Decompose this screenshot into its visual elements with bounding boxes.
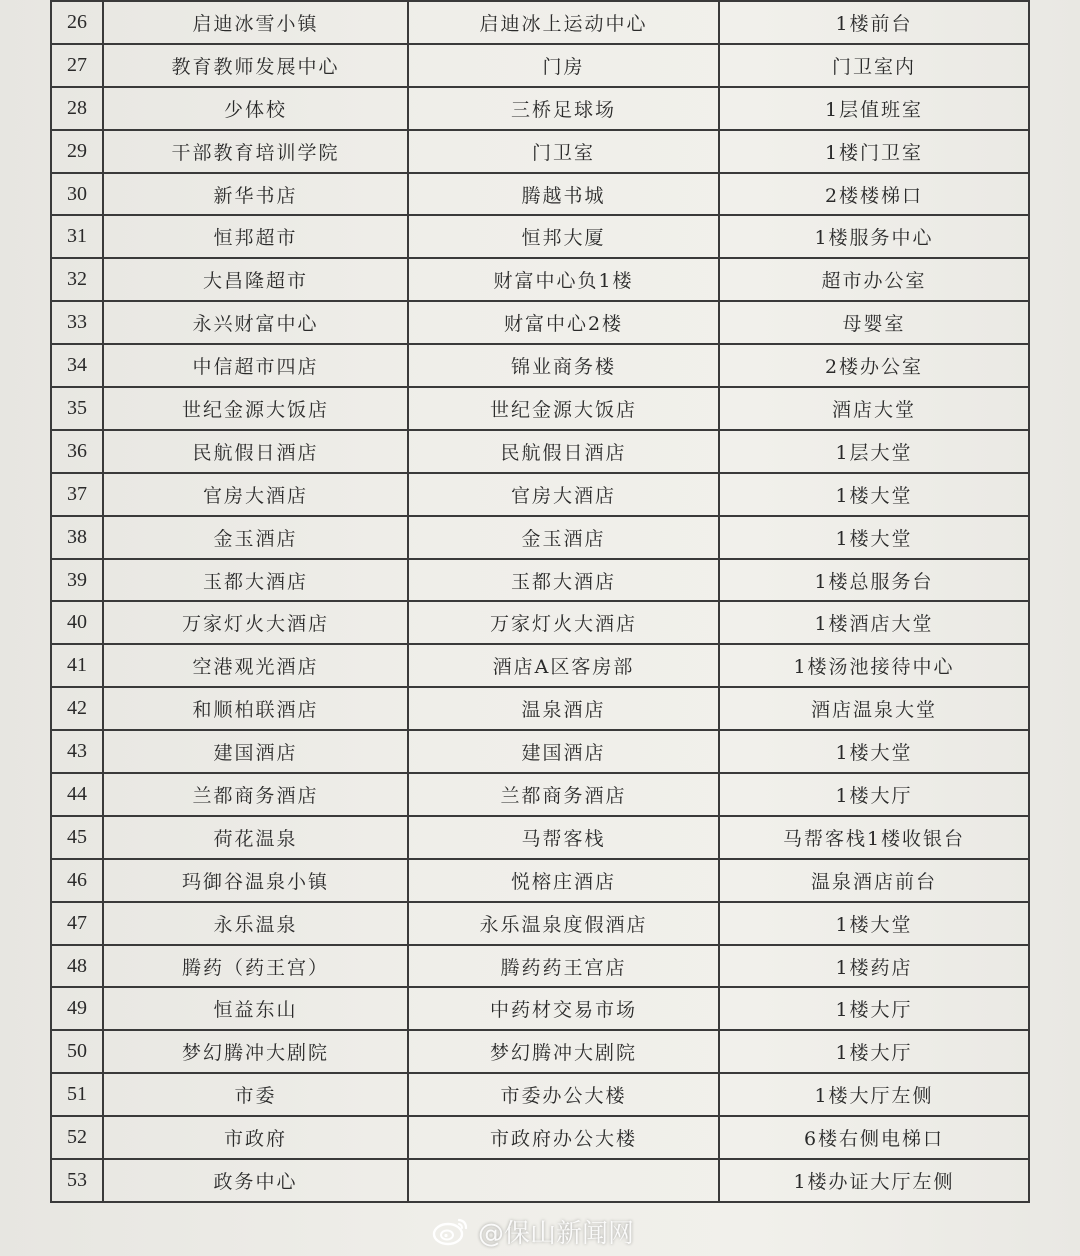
placement-location: 马帮客栈 bbox=[408, 816, 719, 859]
placement-location: 温泉酒店 bbox=[408, 687, 719, 730]
row-number: 47 bbox=[51, 902, 103, 945]
placement-location: 启迪冰上运动中心 bbox=[408, 1, 719, 44]
placement-location: 门卫室 bbox=[408, 130, 719, 173]
row-number: 30 bbox=[51, 173, 103, 216]
placement-location: 恒邦大厦 bbox=[408, 215, 719, 258]
unit-name: 金玉酒店 bbox=[103, 516, 408, 559]
unit-name: 腾药（药王宫） bbox=[103, 945, 408, 988]
placement-location: 悦榕庄酒店 bbox=[408, 859, 719, 902]
placement-spot: 1楼药店 bbox=[719, 945, 1029, 988]
unit-name: 启迪冰雪小镇 bbox=[103, 1, 408, 44]
unit-name: 市委 bbox=[103, 1073, 408, 1116]
unit-name: 空港观光酒店 bbox=[103, 644, 408, 687]
placement-location: 官房大酒店 bbox=[408, 473, 719, 516]
table-row bbox=[51, 344, 1029, 387]
row-number: 44 bbox=[51, 773, 103, 816]
table-body bbox=[51, 1, 1029, 1202]
placement-spot: 2楼办公室 bbox=[719, 344, 1029, 387]
placement-spot: 超市办公室 bbox=[719, 258, 1029, 301]
weibo-logo-icon bbox=[432, 1216, 470, 1246]
placement-spot: 1楼大厅 bbox=[719, 1030, 1029, 1073]
placement-location: 酒店A区客房部 bbox=[408, 644, 719, 687]
unit-name: 政务中心 bbox=[103, 1159, 408, 1202]
unit-name: 世纪金源大饭店 bbox=[103, 387, 408, 430]
row-number: 29 bbox=[51, 130, 103, 173]
placement-spot: 1楼大堂 bbox=[719, 730, 1029, 773]
table-row bbox=[51, 816, 1029, 859]
row-number: 26 bbox=[51, 1, 103, 44]
table-row bbox=[51, 730, 1029, 773]
table-container bbox=[50, 0, 1028, 1203]
placement-spot: 1楼大厅 bbox=[719, 773, 1029, 816]
placement-location: 玉都大酒店 bbox=[408, 559, 719, 602]
unit-name: 建国酒店 bbox=[103, 730, 408, 773]
table-row bbox=[51, 173, 1029, 216]
table-row bbox=[51, 559, 1029, 602]
placement-location: 世纪金源大饭店 bbox=[408, 387, 719, 430]
placement-location: 梦幻腾冲大剧院 bbox=[408, 1030, 719, 1073]
table-row bbox=[51, 87, 1029, 130]
row-number: 46 bbox=[51, 859, 103, 902]
table-row bbox=[51, 601, 1029, 644]
row-number: 27 bbox=[51, 44, 103, 87]
unit-name: 民航假日酒店 bbox=[103, 430, 408, 473]
placement-spot: 1楼大堂 bbox=[719, 473, 1029, 516]
table-row bbox=[51, 1030, 1029, 1073]
row-number: 43 bbox=[51, 730, 103, 773]
placement-location: 财富中心负1楼 bbox=[408, 258, 719, 301]
table-row bbox=[51, 1159, 1029, 1202]
placement-spot: 酒店温泉大堂 bbox=[719, 687, 1029, 730]
row-number: 49 bbox=[51, 987, 103, 1030]
placement-spot: 1楼总服务台 bbox=[719, 559, 1029, 602]
placement-spot: 1楼大厅 bbox=[719, 987, 1029, 1030]
unit-name: 教育教师发展中心 bbox=[103, 44, 408, 87]
table-row bbox=[51, 258, 1029, 301]
unit-name: 干部教育培训学院 bbox=[103, 130, 408, 173]
table-row bbox=[51, 130, 1029, 173]
placement-location: 锦业商务楼 bbox=[408, 344, 719, 387]
row-number: 39 bbox=[51, 559, 103, 602]
row-number: 48 bbox=[51, 945, 103, 988]
row-number: 38 bbox=[51, 516, 103, 559]
table-row bbox=[51, 1116, 1029, 1159]
placement-spot: 1楼汤池接待中心 bbox=[719, 644, 1029, 687]
unit-name: 大昌隆超市 bbox=[103, 258, 408, 301]
unit-name: 荷花温泉 bbox=[103, 816, 408, 859]
location-table bbox=[50, 0, 1030, 1203]
placement-spot: 1楼服务中心 bbox=[719, 215, 1029, 258]
unit-name: 市政府 bbox=[103, 1116, 408, 1159]
row-number: 35 bbox=[51, 387, 103, 430]
placement-spot: 1层大堂 bbox=[719, 430, 1029, 473]
table-row bbox=[51, 44, 1029, 87]
placement-location: 三桥足球场 bbox=[408, 87, 719, 130]
unit-name: 中信超市四店 bbox=[103, 344, 408, 387]
unit-name: 兰都商务酒店 bbox=[103, 773, 408, 816]
table-row bbox=[51, 987, 1029, 1030]
table-row bbox=[51, 945, 1029, 988]
placement-spot: 1层值班室 bbox=[719, 87, 1029, 130]
table-row bbox=[51, 644, 1029, 687]
table-row bbox=[51, 301, 1029, 344]
unit-name: 恒邦超市 bbox=[103, 215, 408, 258]
table-row bbox=[51, 215, 1029, 258]
placement-location: 民航假日酒店 bbox=[408, 430, 719, 473]
placement-spot: 酒店大堂 bbox=[719, 387, 1029, 430]
row-number: 33 bbox=[51, 301, 103, 344]
table-row bbox=[51, 773, 1029, 816]
placement-location: 兰都商务酒店 bbox=[408, 773, 719, 816]
row-number: 32 bbox=[51, 258, 103, 301]
unit-name: 万家灯火大酒店 bbox=[103, 601, 408, 644]
unit-name: 官房大酒店 bbox=[103, 473, 408, 516]
table-row bbox=[51, 902, 1029, 945]
watermark bbox=[432, 1211, 634, 1251]
placement-location: 中药材交易市场 bbox=[408, 987, 719, 1030]
placement-spot: 母婴室 bbox=[719, 301, 1029, 344]
placement-spot: 1楼前台 bbox=[719, 1, 1029, 44]
unit-name: 新华书店 bbox=[103, 173, 408, 216]
placement-location bbox=[408, 1159, 719, 1202]
row-number: 37 bbox=[51, 473, 103, 516]
placement-location: 市政府办公大楼 bbox=[408, 1116, 719, 1159]
row-number: 42 bbox=[51, 687, 103, 730]
placement-location: 万家灯火大酒店 bbox=[408, 601, 719, 644]
unit-name: 梦幻腾冲大剧院 bbox=[103, 1030, 408, 1073]
placement-location: 建国酒店 bbox=[408, 730, 719, 773]
placement-spot: 马帮客栈1楼收银台 bbox=[719, 816, 1029, 859]
table-row bbox=[51, 387, 1029, 430]
row-number: 31 bbox=[51, 215, 103, 258]
placement-spot: 门卫室内 bbox=[719, 44, 1029, 87]
row-number: 34 bbox=[51, 344, 103, 387]
row-number: 45 bbox=[51, 816, 103, 859]
table-row bbox=[51, 516, 1029, 559]
row-number: 36 bbox=[51, 430, 103, 473]
placement-spot: 1楼酒店大堂 bbox=[719, 601, 1029, 644]
placement-spot: 1楼大堂 bbox=[719, 902, 1029, 945]
placement-spot: 1楼办证大厅左侧 bbox=[719, 1159, 1029, 1202]
placement-location: 财富中心2楼 bbox=[408, 301, 719, 344]
unit-name: 玛御谷温泉小镇 bbox=[103, 859, 408, 902]
placement-spot: 1楼门卫室 bbox=[719, 130, 1029, 173]
table-row bbox=[51, 687, 1029, 730]
row-number: 41 bbox=[51, 644, 103, 687]
placement-spot: 6楼右侧电梯口 bbox=[719, 1116, 1029, 1159]
table-row bbox=[51, 430, 1029, 473]
row-number: 51 bbox=[51, 1073, 103, 1116]
unit-name: 永乐温泉 bbox=[103, 902, 408, 945]
table-row bbox=[51, 1, 1029, 44]
placement-spot: 2楼楼梯口 bbox=[719, 173, 1029, 216]
unit-name: 永兴财富中心 bbox=[103, 301, 408, 344]
unit-name: 玉都大酒店 bbox=[103, 559, 408, 602]
row-number: 50 bbox=[51, 1030, 103, 1073]
placement-location: 腾越书城 bbox=[408, 173, 719, 216]
watermark-text: @保山新闻网 bbox=[478, 1218, 635, 1249]
unit-name: 恒益东山 bbox=[103, 987, 408, 1030]
table-row bbox=[51, 473, 1029, 516]
placement-spot: 温泉酒店前台 bbox=[719, 859, 1029, 902]
unit-name: 和顺柏联酒店 bbox=[103, 687, 408, 730]
placement-location: 门房 bbox=[408, 44, 719, 87]
placement-location: 永乐温泉度假酒店 bbox=[408, 902, 719, 945]
placement-spot: 1楼大厅左侧 bbox=[719, 1073, 1029, 1116]
placement-location: 市委办公大楼 bbox=[408, 1073, 719, 1116]
placement-location: 腾药药王宫店 bbox=[408, 945, 719, 988]
row-number: 53 bbox=[51, 1159, 103, 1202]
row-number: 28 bbox=[51, 87, 103, 130]
row-number: 52 bbox=[51, 1116, 103, 1159]
placement-location: 金玉酒店 bbox=[408, 516, 719, 559]
row-number: 40 bbox=[51, 601, 103, 644]
table-row bbox=[51, 859, 1029, 902]
table-row bbox=[51, 1073, 1029, 1116]
unit-name: 少体校 bbox=[103, 87, 408, 130]
placement-spot: 1楼大堂 bbox=[719, 516, 1029, 559]
